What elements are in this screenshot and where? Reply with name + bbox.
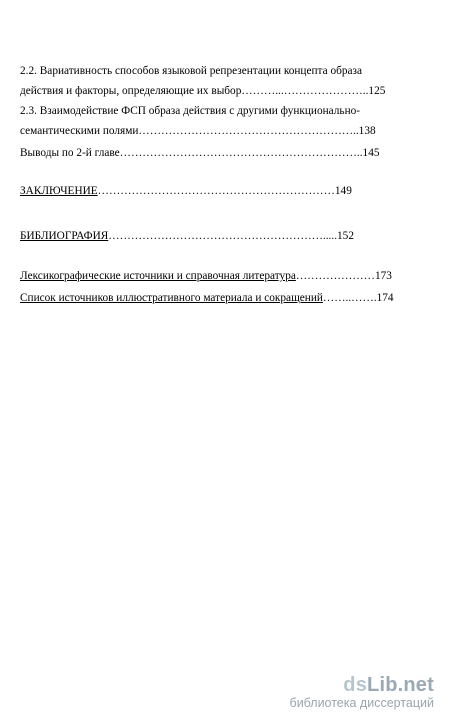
watermark-tagline: библиотека диссертаций — [289, 696, 434, 710]
toc-heading: Список источников иллюстративного материала и сокращений — [20, 292, 323, 304]
toc-text: 2.2. Вариативность способов языковой репрезентации концепта образа — [20, 65, 362, 77]
toc-leader-page: ………………………………………………………149 — [97, 185, 352, 197]
toc-leader-page: ……..…….174 — [322, 292, 394, 304]
toc-leader-page: …………………173 — [295, 270, 392, 282]
toc-leader-page: ………………………………………………….....152 — [108, 230, 354, 242]
toc-entry-conclusions-ch2 — [20, 146, 380, 160]
toc-entry-illustrative-sources — [20, 291, 394, 305]
toc-text: 2.3. Взаимодействие ФСП образа действия с другими функционально- — [20, 105, 361, 117]
toc-heading: ЗАКЛЮЧЕНИЕ — [20, 185, 98, 197]
toc-entry-bibliography — [20, 229, 354, 243]
toc-entry-2-3-line1 — [20, 104, 360, 118]
toc-entry-2-2-line2 — [20, 84, 385, 98]
toc-heading: БИБЛИОГРАФИЯ — [20, 230, 109, 242]
toc-entry-2-3-line2 — [20, 124, 376, 138]
toc-entry-conclusion — [20, 184, 352, 198]
toc-text: действия и факторы, определяющие их выбор………...…………………..125 — [20, 85, 386, 97]
toc-entry-2-2-line1 — [20, 64, 362, 78]
watermark — [290, 674, 434, 711]
toc-entry-lexicographic-sources — [20, 269, 392, 283]
toc-text: Выводы по 2-й главе………………………………………………………..145 — [20, 147, 380, 159]
dslib-logo: dsLib.net — [343, 674, 434, 696]
toc-heading: Лексикографические источники и справочная литература — [20, 270, 296, 282]
toc-text: семантическими полями…………………………………………………..138 — [20, 125, 376, 137]
